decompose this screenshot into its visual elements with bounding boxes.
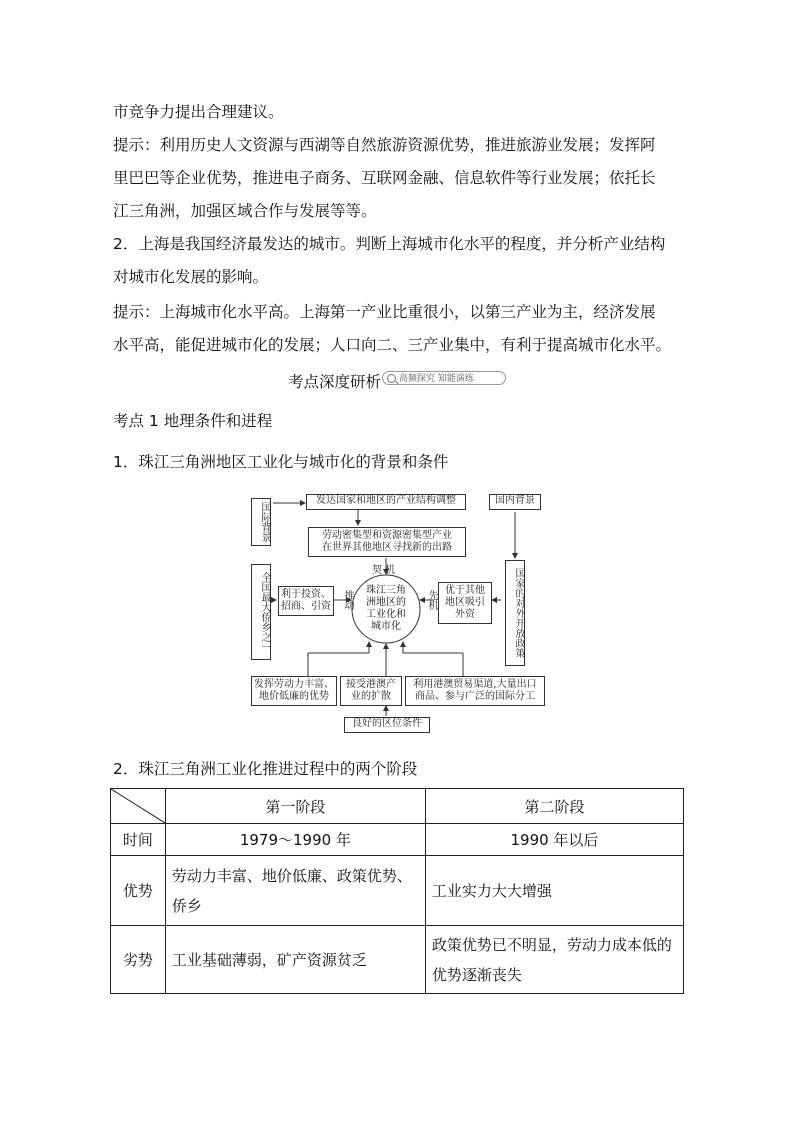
opportunity-label: 契 机 [372, 565, 396, 576]
row-label: 时间 [111, 824, 166, 856]
table-cell: 工业实力大大增强 [425, 856, 683, 926]
labor-adv-line-1: 发挥劳动力丰富、 [254, 679, 334, 690]
hk-line-2: 业的扩散 [351, 691, 391, 702]
invest-box [278, 586, 334, 616]
paragraph-line: 提示：利用历史人文资源与西湖等自然旅游资源优势，推进旅游业发展；发挥阿 [113, 136, 656, 154]
point-heading: 考点 1 地理条件和进程 [113, 412, 273, 430]
paragraph-line: 2．上海是我国经济最发达的城市。判断上海城市化水平的程度，并分析产业结构 [113, 235, 666, 253]
table-cell: 1990 年以后 [425, 824, 683, 856]
other-region-box [438, 582, 492, 624]
center-line: 洲地区的 [366, 597, 406, 608]
hk-line-1: 接受港澳产 [346, 679, 396, 690]
paragraph-line: 水平高，能促进城市化的发展；人口向二、三产业集中，有利于提高城市化水平。 [113, 336, 672, 354]
other-line-1: 优于其他 [445, 585, 485, 596]
labor-adv-line-2: 地价低廉的优势 [259, 691, 329, 702]
center-line: 珠江三角 [366, 585, 406, 596]
labor-adv-box [251, 676, 337, 706]
table-header-stage-1: 第一阶段 [165, 789, 425, 824]
labor-line-1: 劳动密集型和资源密集型产业 [322, 530, 452, 541]
table-header-row [111, 789, 684, 824]
first-move-label: 先机 [426, 590, 437, 610]
invest-line-1: 利于投资、 [281, 589, 331, 600]
magnifier-icon [387, 374, 396, 383]
intl-bg-box: 国际背景 [251, 498, 271, 546]
table-header-stage-2: 第二阶段 [425, 789, 683, 824]
location-box: 良好的区位条件 [344, 717, 430, 733]
section-badge [382, 371, 506, 385]
table-row [111, 824, 684, 856]
diagonal-line [111, 789, 165, 823]
invest-line-2: 招商、引资 [281, 601, 331, 612]
port-line-2: 商品、参与广泛的国际分工 [415, 691, 535, 702]
qiaoxiang-box: 全国最大侨乡之一 [251, 564, 271, 660]
dev-adjust-box: 发达国家和地区的产业结构调整 [306, 494, 466, 510]
center-line: 城市化 [371, 621, 401, 632]
row-label: 优势 [111, 856, 166, 926]
table-row [111, 926, 684, 994]
paragraph-line: 里巴巴等企业优势，推进电子商务、互联网金融、信息软件等行业发展；依托长 [113, 169, 656, 187]
section-badge-text: 高频探究 知能演练 [399, 374, 474, 384]
labor-box [308, 527, 466, 557]
table-cell: 劳动力丰富、地价低廉、政策优势、侨乡 [165, 856, 425, 926]
labor-line-2: 在世界其他地区寻找新的出路 [322, 542, 452, 553]
center-text [356, 585, 416, 633]
opening-policy-box: 国家的对外开放政策 [505, 560, 525, 666]
paragraph-line: 市竞争力提出合理建议。 [113, 103, 284, 121]
point-item-1: 1．珠江三角洲地区工业化与城市化的背景和条件 [113, 453, 449, 471]
other-line-2: 地区吸引 [445, 597, 485, 608]
paragraph-line: 江三角洲，加强区域合作与发展等等。 [113, 202, 377, 220]
table-cell: 1979～1990 年 [165, 824, 425, 856]
section-title: 考点深度研析 [288, 373, 382, 391]
table-cell: 政策优势已不明显，劳动力成本低的优势逐渐丧失 [425, 926, 683, 994]
stages-table [110, 788, 684, 994]
point-item-2: 2．珠江三角洲工业化推进过程中的两个阶段 [113, 760, 418, 778]
paragraph-line: 提示：上海城市化水平高。上海第一产业比重很小，以第三产业为主，经济发展 [113, 303, 656, 321]
table-corner-cell [111, 789, 166, 824]
flow-diagram [248, 490, 548, 735]
port-box [405, 676, 545, 706]
hk-box [340, 676, 402, 706]
push-label: 推动 [342, 590, 353, 610]
domestic-bg-box: 国内背景 [489, 494, 541, 510]
paragraph-line: 对城市化发展的影响。 [113, 268, 269, 286]
table-cell: 工业基础薄弱，矿产资源贫乏 [165, 926, 425, 994]
port-line-1: 利用港澳贸易渠道,大量出口 [413, 679, 537, 690]
other-line-3: 外资 [455, 609, 475, 620]
center-line: 工业化和 [366, 609, 406, 620]
table-row [111, 856, 684, 926]
row-label: 劣势 [111, 926, 166, 994]
